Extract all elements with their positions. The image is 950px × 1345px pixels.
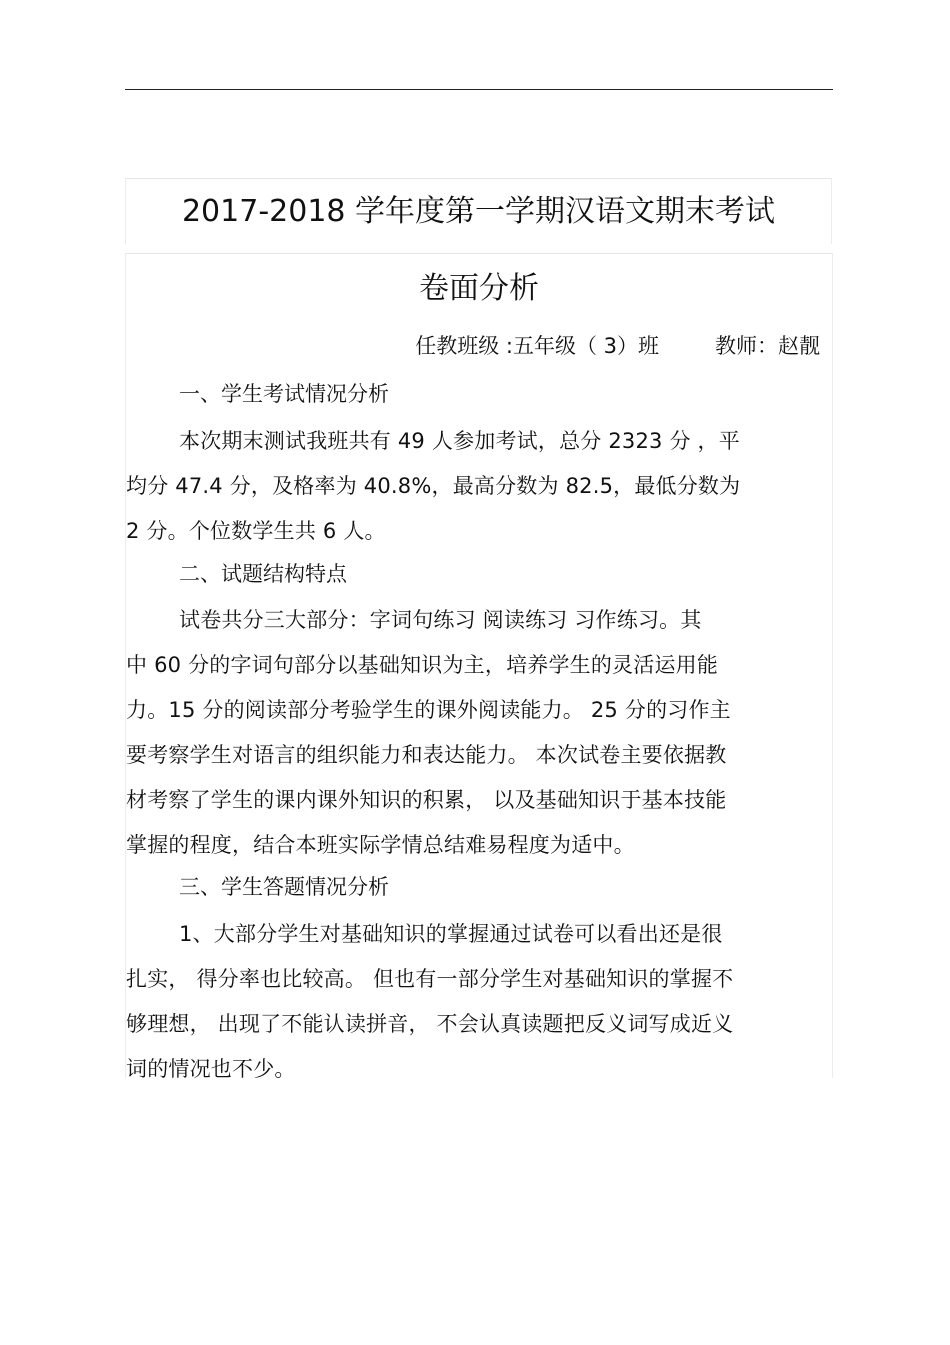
class-teacher-info [415, 330, 820, 360]
document-title: 2017-2018 学年度第一学期汉语文期末考试 [181, 194, 776, 229]
document-subtitle: 卷面分析 [419, 271, 539, 306]
paragraph-line: 够理想， 出现了不能认读拼音， 不会认真读题把反义词写成近义 [126, 1012, 734, 1036]
paragraph-line: 词的情况也不少。 [126, 1057, 296, 1081]
paragraph-line: 扎实， 得分率也比较高。 但也有一部分学生对基础知识的掌握不 [126, 967, 734, 991]
paragraph-line: 要考察学生对语言的组织能力和表达能力。 本次试卷主要依据教 [126, 743, 727, 767]
paragraph-line: 力。15 分的阅读部分考验学生的课外阅读能力。 25 分的习作主 [126, 698, 731, 722]
paragraph-line: 本次期末测试我班共有 49 人参加考试，总分 2323 分 ，平 [179, 429, 740, 453]
paragraph-line: 2 分。个位数学生共 6 人。 [126, 519, 386, 543]
teacher-info: 教师：赵靓 [715, 334, 820, 358]
paragraph-line: 中 60 分的字词句部分以基础知识为主，培养学生的灵活运用能 [126, 653, 719, 677]
paragraph-line: 1、大部分学生对基础知识的掌握通过试卷可以看出还是很 [179, 922, 723, 946]
body-box [125, 253, 833, 1081]
paragraph-line: 试卷共分三大部分：字词句练习 阅读练习 习作练习。其 [179, 608, 702, 632]
top-rule [125, 89, 833, 90]
section-heading-2: 二、试题结构特点 [179, 562, 347, 586]
section-heading-3: 三、学生答题情况分析 [179, 875, 389, 899]
paragraph-line: 材考察了学生的课内课外知识的积累， 以及基础知识于基本技能 [126, 788, 727, 812]
section-heading-1: 一、学生考试情况分析 [179, 382, 389, 406]
class-info: 任教班级 :五年级（ 3）班 [415, 334, 659, 358]
paragraph-line: 均分 47.4 分，及格率为 40.8%，最高分数为 82.5，最低分数为 [126, 474, 741, 498]
paragraph-line: 掌握的程度，结合本班实际学情总结难易程度为适中。 [126, 833, 635, 857]
title-box [125, 178, 832, 244]
